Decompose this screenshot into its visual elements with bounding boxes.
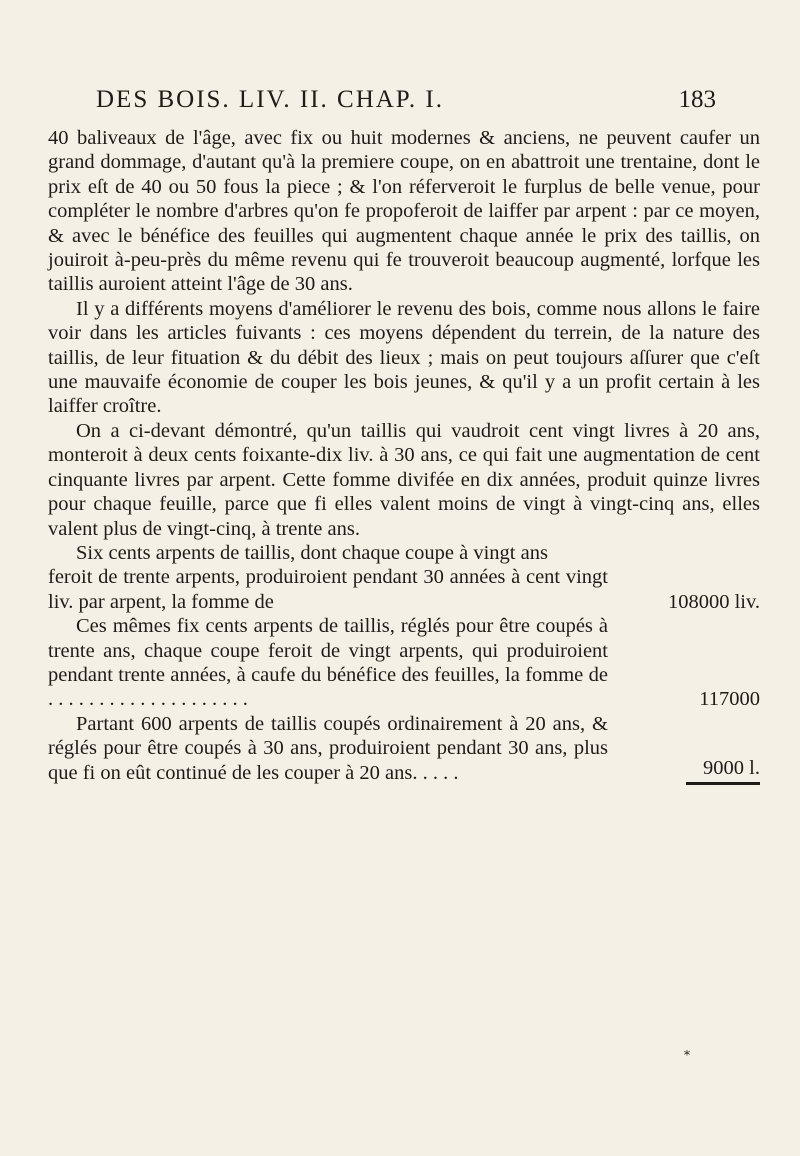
page-body xyxy=(48,126,760,785)
ledger-entry-head: Six cents arpents de taillis, dont chaque coupe à vingt ans xyxy=(76,541,548,564)
running-header xyxy=(96,86,716,116)
footer-mark: * xyxy=(684,1048,690,1062)
ledger-amount-value: 9000 l. xyxy=(703,756,760,779)
ledger-amount: 108000 liv. xyxy=(667,590,760,613)
ledger-entry-text: Ces mêmes fix cents arpents de taillis, réglés pour être coupés à trente ans, chaque coupe feroit de vingt arpents, qui produiroient pendant trente années, à caufe du bénéfice des feuilles, la fomme de . . . . . . . . . . . . . . . . . . . . xyxy=(48,615,608,711)
paragraph: On a ci-devant démontré, qu'un taillis qui vaudroit cent vingt livres à 20 ans, monteroit à deux cents foixante-dix liv. à 30 ans, ce qui fait une augmentation de cent cinquante livres par arpent. Cette fomme divifée en dix années, produit quinze livres pour chaque feuille, parce que fi elles valent moins de vingt à vingt-cinq ans, elles valent plus de vingt-cinq, à trente ans. xyxy=(48,419,760,540)
paragraph: 40 baliveaux de l'âge, avec fix ou huit modernes & anciens, ne peuvent caufer un grand dommage, d'autant qu'à la premiere coupe, on en abattroit une trentaine, dont le prix eſt de 40 ou 50 fous la piece ; & l'on réferveroit le furplus de belle venue, pour compléter le nombre d'arbres qu'on fe propoferoit de laiffer par arpent : par ce moyen, & avec le bénéfice des feuilles qui augmentent chaque année le prix des taillis, on jouiroit à-peu-près du même revenu qui fe trouveroit beaucoup augmenté, lorfque les taillis auroient atteint l'âge de 30 ans. xyxy=(48,127,760,296)
total-rule xyxy=(686,782,760,785)
ledger-amount xyxy=(608,756,760,785)
paragraph: Il y a différents moyens d'améliorer le revenu des bois, comme nous allons le faire voir dans les articles fuivants : ces moyens dépendent du terrein, de la nature des taillis, de leur fituation & du débit des lieux ; mais on peut toujours aſſurer que c'eſt une mauvaife économie de couper les bois jeunes, & qu'il y a un profit certain à les laiffer croître. xyxy=(48,297,760,418)
ledger-entry-text: feroit de trente arpents, produiroient pendant 30 années à cent vingt liv. par arpent, la fomme de xyxy=(48,566,608,613)
ledger-entry xyxy=(48,712,760,785)
ledger-amount: 117000 xyxy=(699,688,760,711)
ledger-entry xyxy=(48,614,760,712)
running-head: DES BOIS. LIV. II. CHAP. I. xyxy=(96,86,445,113)
ledger xyxy=(48,541,760,785)
ledger-entry-text: Partant 600 arpents de taillis coupés ordinairement à 20 ans, & réglés pour être coupés à 30 ans, produiroient pendant 30 ans, plus que fi on eût continué de les couper à 20 ans. . . . . xyxy=(48,712,608,784)
page-number: 183 xyxy=(678,86,716,113)
ledger-entry xyxy=(48,565,760,614)
